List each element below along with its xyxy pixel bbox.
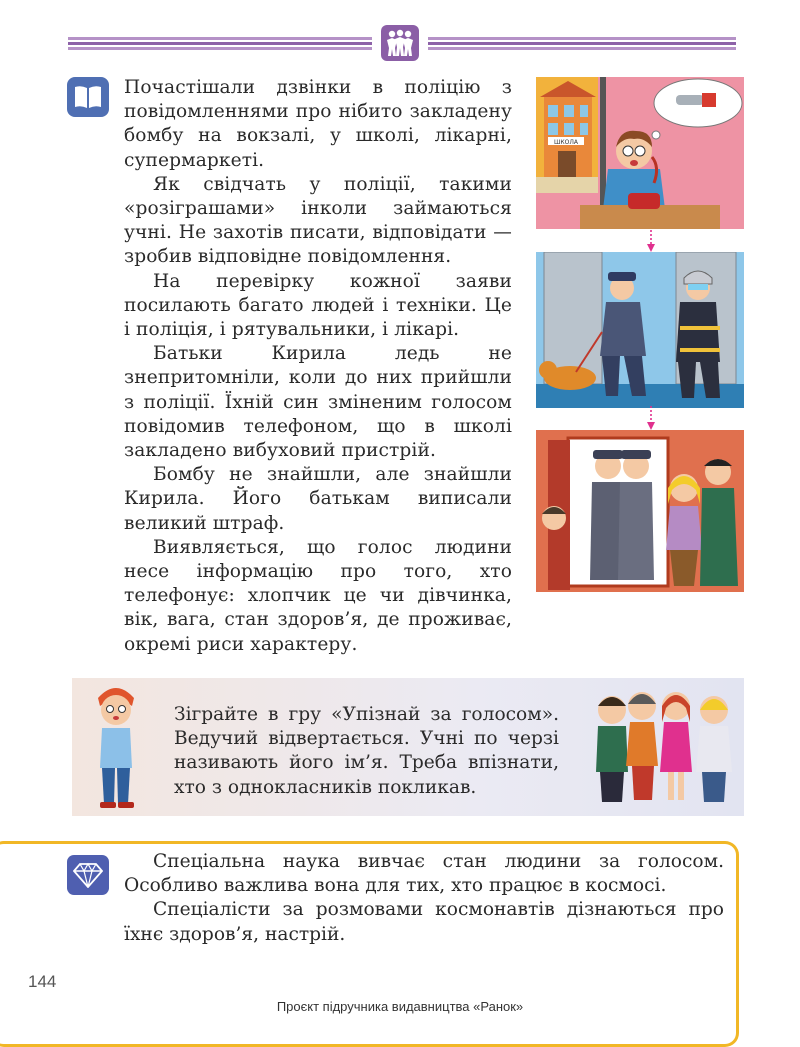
connector-arrow — [647, 406, 655, 430]
book-icon — [67, 77, 109, 117]
story-paragraph: На перевірку кожної заяви посилають багато людей і техніки. Це і поліція, і рятувальники, і лікарі. — [124, 270, 512, 341]
header-rule-right — [428, 37, 736, 51]
people-group-icon — [381, 25, 419, 61]
story-paragraph: Виявляється, що голос людини несе інформацію про того, хто телефонує: хлопчик це чи дівчинка, вік, вага, стан здоров’я, де проживає, окремі риси характеру. — [124, 536, 512, 655]
science-paragraph: Спеціальна наука вивчає стан людини за голосом. Особливо важлива вона для тих, хто працює в космосі. — [124, 851, 724, 897]
illustration-police-firefighter — [536, 252, 744, 408]
footer-text: Проєкт підручника видавництва «Ранок» — [276, 999, 524, 1014]
illustration-boy-speaking — [90, 682, 142, 810]
science-text — [124, 850, 724, 947]
connector-arrow — [647, 230, 655, 252]
story-paragraph: Батьки Кирила ледь не знепритомніли, коли до них прийшли з поліції. Їхній син зміненим голосом повідомив телефоном, що в школі закладено вибуховий пристрій. — [124, 343, 512, 462]
diamond-icon — [67, 855, 109, 895]
story-paragraph: Як свідчать у поліції, такими «розіграшами» інколи займаються учні. Не захотів писати, відповідати — зробив відповідне повідомлення. — [124, 173, 512, 268]
page-number: 144 — [28, 972, 57, 991]
school-sign: ШКОЛА — [553, 139, 579, 146]
illustration-children-group — [592, 682, 742, 806]
story-paragraph: Бомбу не знайшли, але знайшли Кирила. Його батькам виписали великий штраф. — [124, 464, 512, 534]
science-paragraph: Спеціалісти за розмовами космонавтів дізнаються про їхнє здоров’я, настрій. — [124, 899, 724, 945]
illustration-boy-calling — [536, 77, 744, 229]
illustration-police-at-door — [536, 430, 744, 592]
header-rule-left — [68, 37, 372, 51]
story-text — [124, 76, 512, 657]
story-paragraph: Почастішали дзвінки в поліцію з повідомленнями про нібито закладену бомбу на вокзалі, у школі, лікарні, супермаркеті. — [124, 77, 512, 171]
game-instructions: Зіграйте в гру «Упізнай за голосом». Ведучий відвертається. Учні по черзі називають його ім’я. Треба впізнати, хто з однокласників покликав. — [174, 704, 559, 798]
